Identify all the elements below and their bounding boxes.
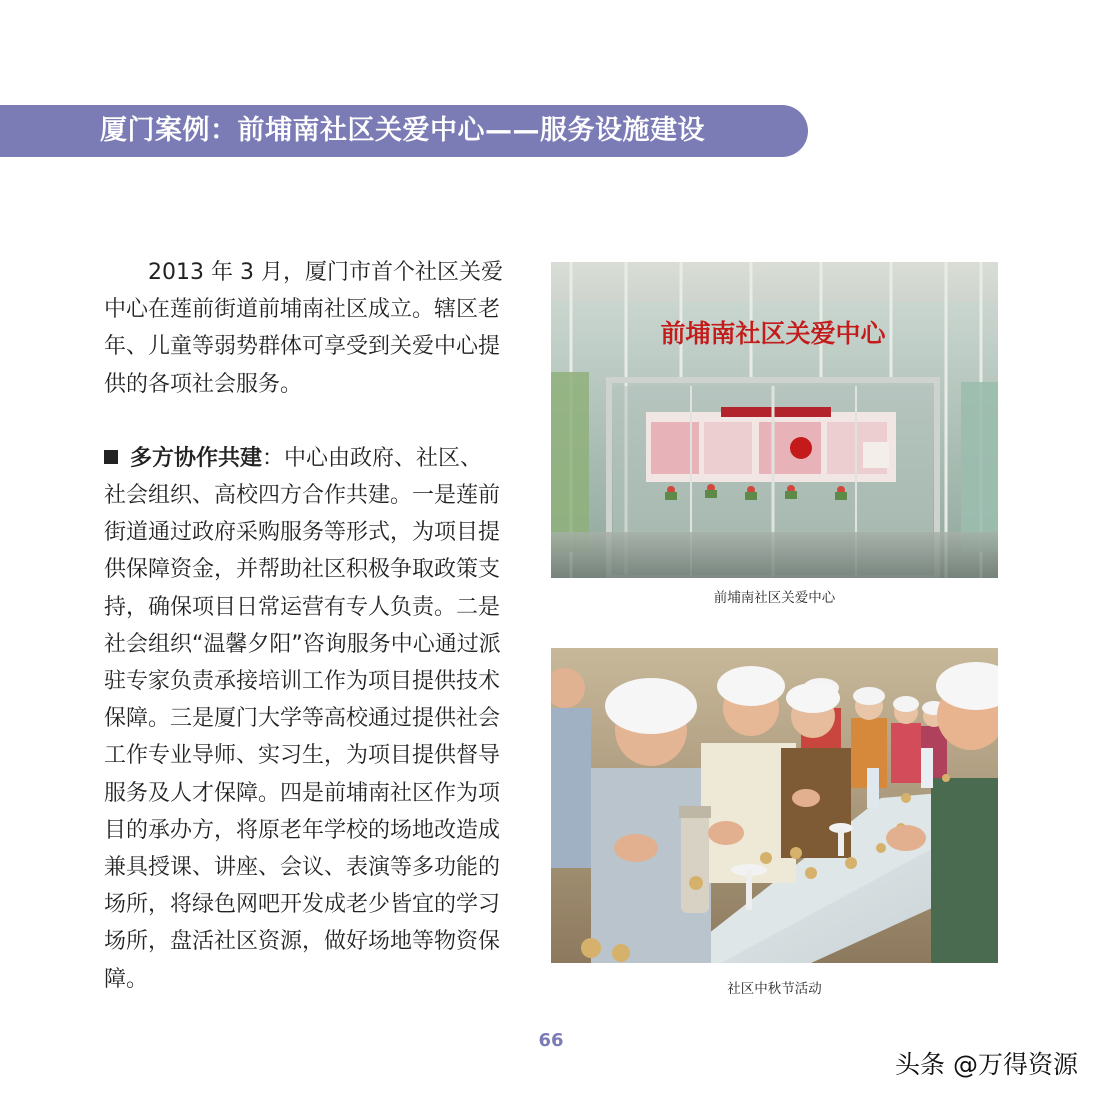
mooncake-activity-photo — [551, 648, 998, 963]
article-body — [104, 254, 504, 998]
photo-caption-storefront: 前埔南社区关爱中心 — [713, 590, 836, 606]
title-banner — [0, 105, 808, 157]
page-title: 厦门案例：前埔南社区关爱中心——服务设施建设 — [100, 115, 705, 146]
photo-caption-activity: 社区中秋节活动 — [727, 981, 822, 997]
bullet-text: ：中心由政府、社区、社会组织、高校四方合作共建。一是莲前街道通过政府采购服务等形式，为项目提供保障资金，并帮助社区积极争取政策支持，确保项目日常运营有专人负责。二是社会组织“温馨夕阳”咨询服务中心通过派驻专家负责承接培训工作为项目提供技术保障。三是厦门大学等高校通过提供社会工作专业导师、实习生，为项目提供督导服务及人才保障。四是前埔南社区作为项目的承办方，将原老年学校的场地改造成兼具授课、讲座、会议、表演等多功能的场所，将绿色网吧开发成老少皆宜的学习场所，盘活社区资源，做好场地等物资保障。 — [104, 445, 501, 992]
square-bullet-icon — [104, 450, 118, 464]
bullet-heading: 多方协作共建 — [130, 445, 263, 471]
storefront-photo — [551, 262, 998, 578]
paragraph-gap — [104, 403, 504, 440]
storefront-sign-text: 前埔南社区关爱中心 — [660, 319, 886, 348]
intro-paragraph: 2013 年 3 月，厦门市首个社区关爱中心在莲前街道前埔南社区成立。辖区老年、儿童等弱势群体可享受到关爱中心提供的各项社会服务。 — [104, 260, 503, 397]
bullet-paragraph — [104, 440, 504, 998]
page-number: 66 — [538, 1030, 564, 1051]
source-watermark: 头条 @万得资源 — [895, 1050, 1078, 1079]
